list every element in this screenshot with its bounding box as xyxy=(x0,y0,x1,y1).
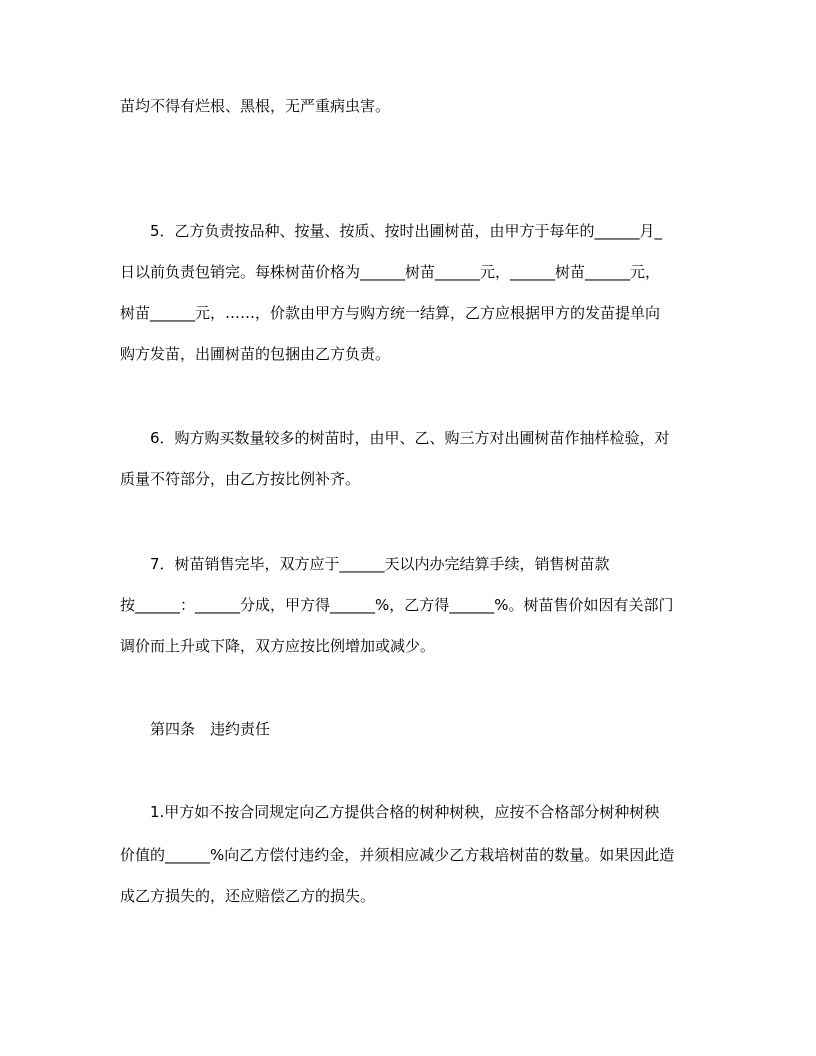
article-4-clause-1-line-3: 成乙方损失的，还应赔偿乙方的损失。 xyxy=(120,887,376,905)
clause-5-line-1: 5．乙方负责按品种、按量、按质、按时出圃树苗，由甲方于每年的______月_ xyxy=(150,222,663,240)
clause-6-line-2: 质量不符部分，由乙方按比例补齐。 xyxy=(120,470,361,488)
clause-7-line-3: 调价而上升或下降，双方应按比例增加或减少。 xyxy=(120,637,436,655)
paragraph-line: 苗均不得有烂根、黑根，无严重病虫害。 xyxy=(120,97,391,115)
clause-5-line-3: 树苗______元，……，价款由甲方与购方统一结算，乙方应根据甲方的发苗提单向 xyxy=(120,304,661,322)
clause-5-line-4: 购方发苗，出圃树苗的包捆由乙方负责。 xyxy=(120,345,391,363)
article-4-clause-1-line-2: 价值的______%向乙方偿付违约金，并须相应减少乙方栽培树苗的数量。如果因此造 xyxy=(120,846,675,864)
clause-6-line-1: 6．购方购买数量较多的树苗时，由甲、乙、购三方对出圃树苗作抽样检验，对 xyxy=(150,429,670,447)
clause-7-line-1: 7．树苗销售完毕，双方应于______天以内办完结算手续，销售树苗款 xyxy=(150,555,610,573)
clause-5-line-2: 日以前负责包销完。每株树苗价格为______树苗______元，______树苗______元， xyxy=(120,263,661,281)
clause-7-line-2: 按______：______分成，甲方得______%，乙方得______%。树苗售价如因有关部门 xyxy=(120,596,674,614)
article-4-heading: 第四条 违约责任 xyxy=(150,720,271,738)
article-4-clause-1-line-1: 1.甲方如不按合同规定向乙方提供合格的树种树秧，应按不合格部分树种树秧 xyxy=(150,803,660,821)
